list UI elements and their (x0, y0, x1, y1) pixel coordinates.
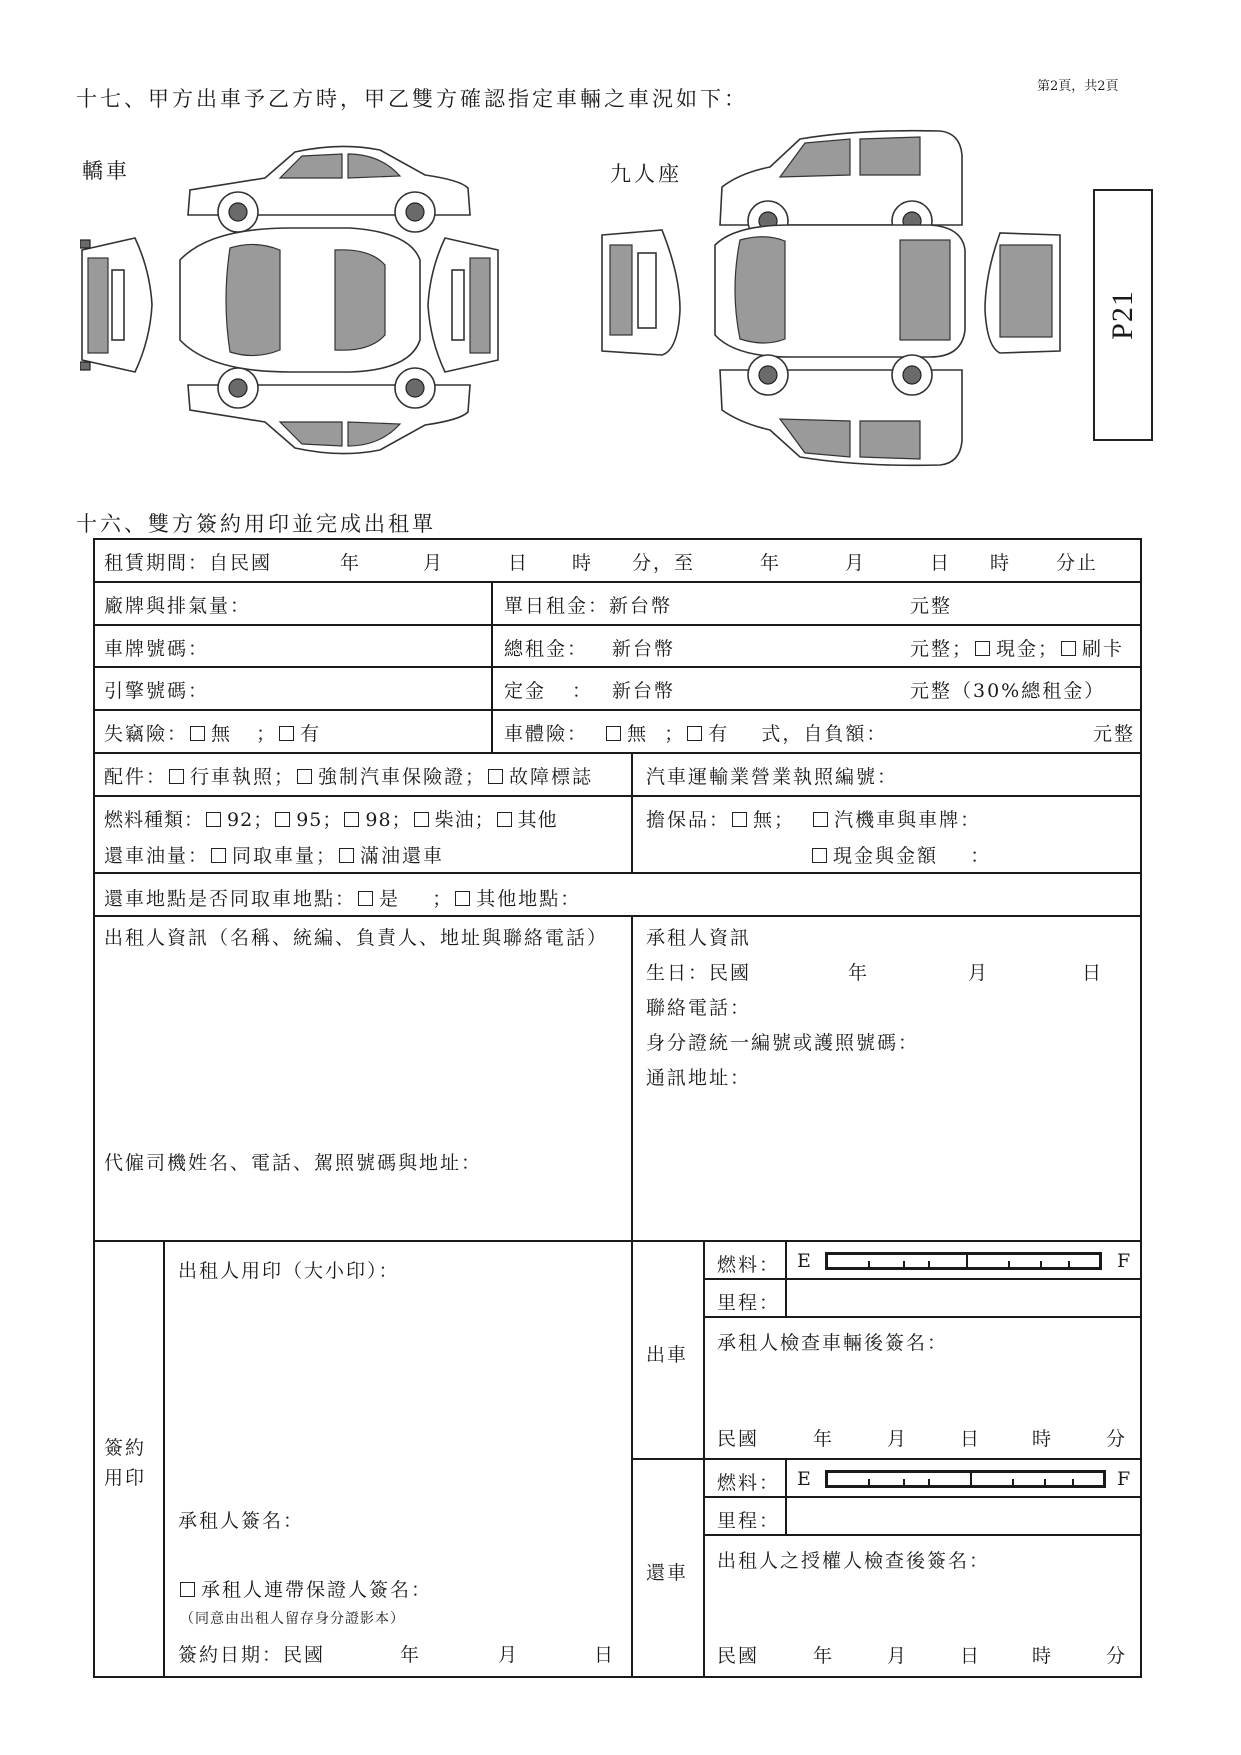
lessee-info-title: 承租人資訊 (646, 927, 752, 949)
van-label: 九人座 (610, 162, 682, 186)
insurance-cert-checkbox[interactable] (297, 769, 312, 784)
full-fuel-checkbox[interactable] (339, 848, 354, 863)
fuel-other-checkbox[interactable] (497, 812, 512, 827)
return-mileage-label: 里程： (717, 1510, 781, 1532)
period-day: 日 (508, 552, 530, 574)
period-hour: 時 (572, 552, 594, 574)
period-hour-end: 時 (990, 552, 1012, 574)
lessee-sign-label: 承租人簽名： (178, 1510, 305, 1532)
fuel-type: 燃料種類： 92； 95； 98； 柴油； 其他 (104, 809, 558, 831)
return-fuel-e: E (797, 1468, 813, 1490)
return-date-label: 民國 (717, 1645, 760, 1667)
lessee-birth-label: 生日：民國 (646, 962, 752, 984)
pickup-date-minute: 分 (1106, 1428, 1128, 1450)
return-date-day: 日 (960, 1645, 982, 1667)
body-has-checkbox[interactable] (687, 726, 702, 741)
body-insurance-unit: 元整 (1093, 723, 1136, 745)
period-month-end: 月 (845, 552, 867, 574)
pickup-fuel-gauge[interactable] (825, 1252, 1102, 1270)
guarantor-note: （同意由出租人留存身分證影本） (180, 1611, 405, 1627)
period-year-end: 年 (760, 552, 782, 574)
diesel-checkbox[interactable] (414, 812, 429, 827)
period-minute-to: 分，至 (632, 552, 696, 574)
collateral-cash: 現金與金額 ： (810, 841, 991, 868)
pickup-date-hour: 時 (1032, 1428, 1054, 1450)
body-insurance: 車體險： 無 ； 有 式，自負額： (504, 723, 888, 745)
lessee-address-label: 通訊地址： (646, 1067, 752, 1089)
same-location-checkbox[interactable] (358, 891, 373, 906)
return-fuel-gauge[interactable] (825, 1470, 1106, 1488)
card-checkbox[interactable] (1061, 641, 1076, 656)
plate-label: 車牌號碼： (104, 638, 210, 660)
van-rear-view (985, 233, 1060, 353)
lessee-id-label: 身分證統一編號或護照號碼： (646, 1032, 920, 1054)
total-rent-label: 總租金： (504, 638, 589, 660)
license-checkbox[interactable] (169, 769, 184, 784)
lessee-birth-year: 年 (848, 962, 870, 984)
pickup-mileage-label: 里程： (717, 1292, 781, 1314)
deposit-label: 定金 (504, 680, 547, 702)
sedan-rear-view (428, 238, 498, 372)
daily-rent-unit: 元整 (910, 595, 953, 617)
total-rent-payment: 元整； 現金； 刷卡 (910, 638, 1125, 660)
van-side-view-right (720, 355, 962, 465)
sedan-top-view (180, 228, 420, 372)
pickup-fuel-f: F (1117, 1250, 1133, 1272)
lessor-seal-label: 出租人用印（大小印）： (178, 1260, 400, 1282)
page-number: 第2頁，共2頁 (1037, 79, 1119, 94)
side-tab: P21 (1093, 189, 1153, 441)
deposit-colon: ： (572, 680, 594, 702)
sign-section-label-1: 簽約 (104, 1437, 147, 1459)
collateral-vehicle-checkbox[interactable] (813, 812, 828, 827)
return-date-year: 年 (813, 1645, 835, 1667)
return-location: 還車地點是否同取車地點： 是 ； 其他地點： (104, 888, 582, 910)
accessories: 配件： 行車執照； 強制汽車保險證； 故障標誌 (104, 766, 594, 788)
period-month: 月 (423, 552, 445, 574)
warning-sign-checkbox[interactable] (488, 769, 503, 784)
sedan-label: 轎車 (82, 159, 130, 183)
sedan-side-view-left (188, 146, 470, 232)
lessee-birth-month: 月 (968, 962, 990, 984)
sedan-diagram (80, 140, 500, 460)
fuel-98-checkbox[interactable] (344, 812, 359, 827)
sign-date-month: 月 (498, 1644, 520, 1666)
lessee-phone-label: 聯絡電話： (646, 997, 752, 1019)
return-date-minute: 分 (1106, 1645, 1128, 1667)
van-front-view (602, 230, 680, 355)
van-diagram (600, 125, 1070, 475)
pickup-sign-label: 承租人檢查車輛後簽名： (717, 1332, 949, 1354)
fuel-92-checkbox[interactable] (206, 812, 221, 827)
theft-insurance: 失竊險： 無 ； 有 (104, 723, 322, 745)
pickup-date-month: 月 (887, 1428, 909, 1450)
pickup-date-day: 日 (960, 1428, 982, 1450)
fuel-95-checkbox[interactable] (275, 812, 290, 827)
period-year: 年 (340, 552, 362, 574)
guarantor-sign: 承租人連帶保證人簽名： (178, 1575, 432, 1602)
same-fuel-checkbox[interactable] (211, 848, 226, 863)
other-location-checkbox[interactable] (455, 891, 470, 906)
collateral-cash-checkbox[interactable] (812, 848, 827, 863)
engine-label: 引擎號碼： (104, 680, 210, 702)
return-fuel-f: F (1117, 1468, 1133, 1490)
sign-section-label-2: 用印 (104, 1467, 147, 1489)
body-none-checkbox[interactable] (606, 726, 621, 741)
period-day-end: 日 (930, 552, 952, 574)
deposit-currency: 新台幣 (612, 680, 676, 702)
daily-rent-label: 單日租金：新台幣 (504, 595, 673, 617)
section-17-title: 十七、甲方出車予乙方時，甲乙雙方確認指定車輛之車況如下： (76, 87, 748, 111)
section-16-title: 十六、雙方簽約用印並完成出租單 (76, 512, 436, 536)
return-fuel: 還車油量： 同取車量； 滿油還車 (104, 845, 445, 867)
van-top-view (715, 225, 965, 357)
total-rent-currency: 新台幣 (612, 638, 676, 660)
collateral-none-checkbox[interactable] (732, 812, 747, 827)
driver-info-label: 代僱司機姓名、電話、駕照號碼與地址： (104, 1152, 483, 1174)
sedan-side-view-right (188, 368, 470, 454)
cash-checkbox[interactable] (975, 641, 990, 656)
transport-license-label: 汽車運輸業營業執照編號： (646, 766, 899, 788)
sign-date-day: 日 (594, 1644, 616, 1666)
theft-none-checkbox[interactable] (190, 726, 205, 741)
brand-label: 廠牌與排氣量： (104, 595, 252, 617)
pickup-date-year: 年 (813, 1428, 835, 1450)
pickup-fuel-label: 燃料： (717, 1254, 781, 1276)
pickup-fuel-e: E (797, 1250, 813, 1272)
lessor-info-label: 出租人資訊（名稱、統編、負責人、地址與聯絡電話） (104, 927, 609, 949)
period-minute-end: 分止 (1056, 552, 1099, 574)
collateral: 擔保品： 無； 汽機車與車牌： (646, 809, 982, 831)
return-fuel-label: 燃料： (717, 1472, 781, 1494)
lessee-birth-day: 日 (1082, 962, 1104, 984)
sign-date-label: 簽約日期：民國 (178, 1644, 326, 1666)
return-sign-label: 出租人之授權人檢查後簽名： (717, 1550, 991, 1572)
return-date-month: 月 (887, 1645, 909, 1667)
return-date-hour: 時 (1032, 1645, 1054, 1667)
theft-has-checkbox[interactable] (279, 726, 294, 741)
return-label: 還車 (646, 1562, 689, 1584)
pickup-label: 出車 (646, 1344, 689, 1366)
pickup-date-label: 民國 (717, 1428, 760, 1450)
sedan-front-view (80, 238, 152, 372)
period-label: 租賃期間：自民國 (104, 552, 273, 574)
guarantor-checkbox[interactable] (180, 1582, 195, 1597)
deposit-unit: 元整（30%總租金） (910, 680, 1106, 702)
sign-date-year: 年 (400, 1644, 422, 1666)
